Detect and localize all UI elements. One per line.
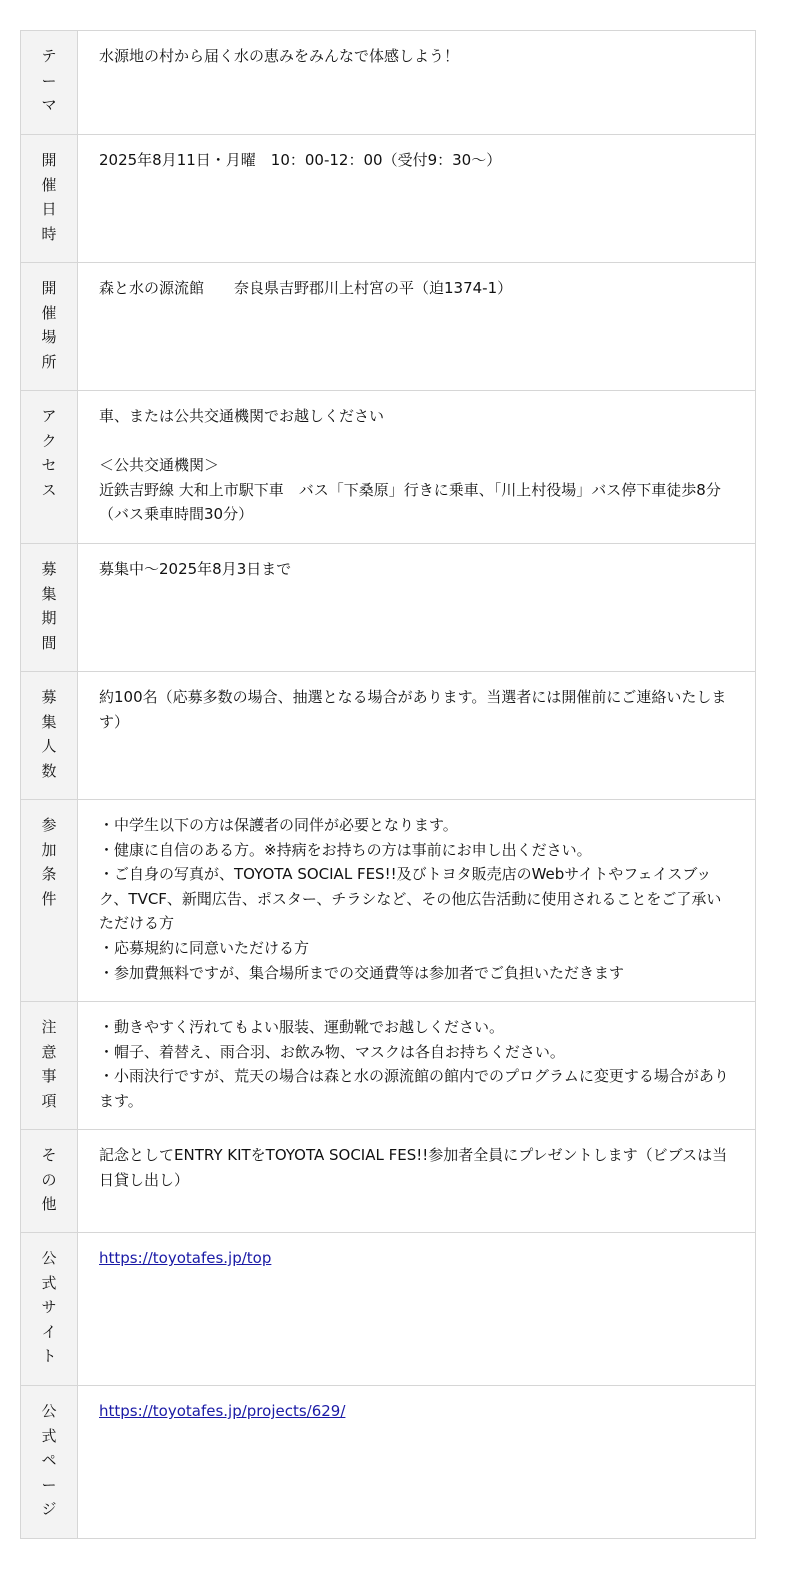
row-official-site xyxy=(21,1233,756,1386)
row-label: 開催場所 xyxy=(41,279,57,371)
row-label-cell xyxy=(21,544,78,672)
row-capacity xyxy=(21,672,756,800)
row-label: その他 xyxy=(41,1146,57,1214)
row-label-cell xyxy=(21,1233,78,1386)
row-content-cell xyxy=(78,1002,756,1130)
row-access xyxy=(21,391,756,544)
row-label-cell xyxy=(21,672,78,800)
row-content-cell xyxy=(78,800,756,1002)
other-text: 記念としてENTRY KITをTOYOTA SOCIAL FES!!参加者全員にプレゼントします（ビブスは当日貸し出し） xyxy=(99,1146,728,1189)
row-label-cell xyxy=(21,263,78,391)
row-label: 公式ページ xyxy=(41,1402,57,1519)
notes-text: ・動きやすく汚れてもよい服装、運動靴でお越しください。 ・帽子、着替え、雨合羽、お飲み物、マスクは各自お持ちください。 ・小雨決行ですが、荒天の場合は森と水の源流館の館内でのプログラムに変更する場合があります。 xyxy=(99,1018,729,1110)
row-label: 注意事項 xyxy=(41,1018,57,1110)
row-label-cell xyxy=(21,1002,78,1130)
row-label: アクセス xyxy=(41,407,57,499)
date-text: 2025年8月11日・月曜 10：00-12：00（受付9：30〜） xyxy=(99,151,502,169)
row-label: 開催日時 xyxy=(41,151,57,243)
row-label-cell xyxy=(21,31,78,135)
row-content-cell xyxy=(78,1130,756,1233)
period-text: 募集中〜2025年8月3日まで xyxy=(99,560,292,578)
row-other xyxy=(21,1130,756,1233)
row-conditions xyxy=(21,800,756,1002)
row-application-period xyxy=(21,544,756,672)
row-content-cell xyxy=(78,544,756,672)
row-label: 募集期間 xyxy=(41,560,57,652)
row-theme xyxy=(21,31,756,135)
official-site-link[interactable]: https://toyotafes.jp/top xyxy=(99,1249,272,1267)
row-official-page xyxy=(21,1386,756,1539)
row-date xyxy=(21,135,756,263)
row-label-cell xyxy=(21,1386,78,1539)
access-text: 車、または公共交通機関でお越しください ＜公共交通機関＞ 近鉄吉野線 大和上市駅下車 バス「下桑原」行きに乗車、「川上村役場」バス停下車徒歩8分（バス乗車時間30分） xyxy=(99,407,721,524)
row-content-cell xyxy=(78,391,756,544)
row-content-cell xyxy=(78,263,756,391)
row-label-cell xyxy=(21,800,78,1002)
row-content-cell xyxy=(78,135,756,263)
row-label-cell xyxy=(21,391,78,544)
row-label: 参加条件 xyxy=(41,816,57,908)
capacity-text: 約100名（応募多数の場合、抽選となる場合があります。当選者には開催前にご連絡いたします） xyxy=(99,688,727,731)
row-label: テーマ xyxy=(41,47,57,115)
row-label-cell xyxy=(21,135,78,263)
row-content-cell xyxy=(78,1233,756,1386)
row-label: 公式サイト xyxy=(41,1249,57,1366)
row-label-cell xyxy=(21,1130,78,1233)
row-notes xyxy=(21,1002,756,1130)
row-venue xyxy=(21,263,756,391)
row-content-cell xyxy=(78,31,756,135)
event-info-table xyxy=(20,30,756,1539)
row-content-cell xyxy=(78,672,756,800)
row-content-cell xyxy=(78,1386,756,1539)
conditions-text: ・中学生以下の方は保護者の同伴が必要となります。 ・健康に自信のある方。※持病をお持ちの方は事前にお申し出ください。 ・ご自身の写真が、TOYOTA SOCIAL FES!!及びトヨタ販売店のWebサイトやフェイスブック、TVCF、新聞広告、ポスター、チラシなど、その他広告活動に使用されることをご了承いただける方 ・応募規約に同意いただける方 ・参加費無料ですが、集合場所までの交通費等は参加者でご負担いただきます xyxy=(99,816,722,982)
official-page-link[interactable]: https://toyotafes.jp/projects/629/ xyxy=(99,1402,346,1420)
row-label: 募集人数 xyxy=(41,688,57,780)
theme-text: 水源地の村から届く水の恵みをみんなで体感しよう！ xyxy=(99,47,460,65)
venue-text: 森と水の源流館 奈良県吉野郡川上村宮の平（迫1374-1） xyxy=(99,279,513,297)
